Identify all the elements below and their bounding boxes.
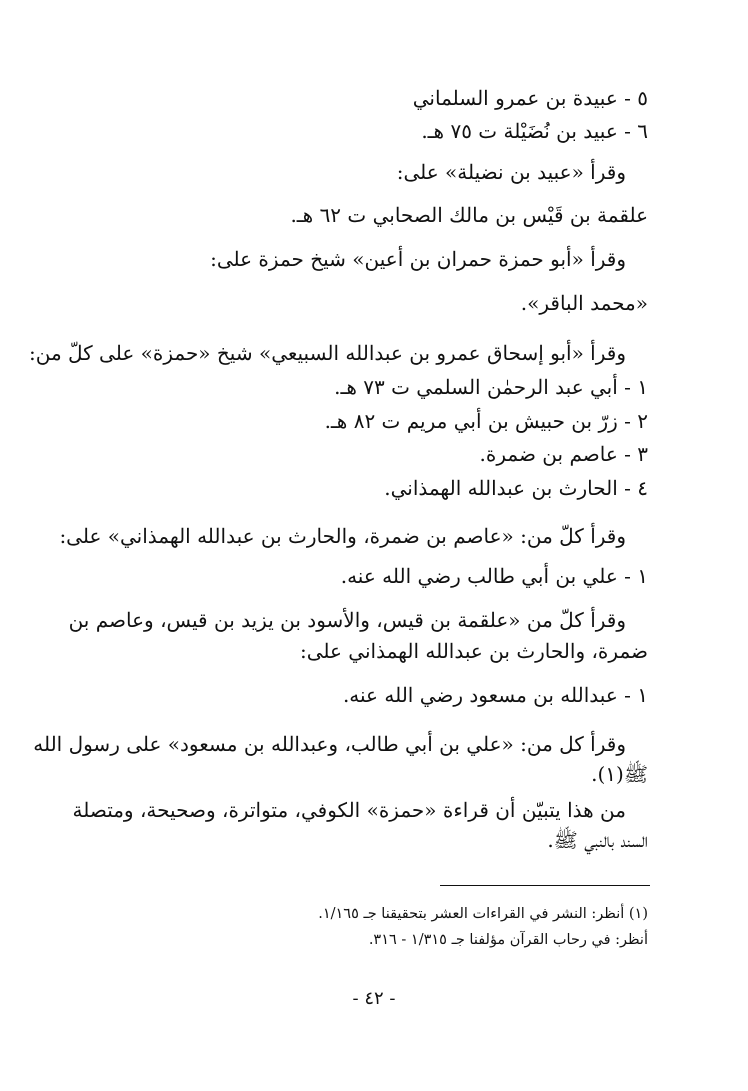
paragraph-line: وقرأ كلّ من: «عاصم بن ضمرة، والحارث بن عبدالله الهمذاني» على: [59, 524, 626, 548]
list-item: ٢ - زرّ بن حبيش بن أبي مريم ت ٨٢ هـ. [324, 409, 648, 433]
footnote: أنظر: في رحاب القرآن مؤلفنا جـ ١/٣١٥ - ٣١٦. [368, 932, 648, 948]
list-item: ١ - عبدالله بن مسعود رضي الله عنه. [342, 683, 648, 707]
paragraph-line: وقرأ «أبو إسحاق عمرو بن عبدالله السبيعي» شيخ «حمزة» على كلّ من: [28, 341, 626, 365]
paragraph-line: وقرأ كلّ من «علقمة بن قيس، والأسود بن يزيد بن قيس، وعاصم بن [68, 608, 626, 632]
paragraph-line: وقرأ «عبيد بن نضيلة» على: [396, 160, 626, 184]
paragraph-line: ﷺ(١). [591, 762, 648, 786]
paragraph-line: ضمرة، والحارث بن عبدالله الهمذاني على: [299, 639, 648, 663]
paragraph-line: وقرأ «أبو حمزة حمران بن أعين» شيخ حمزة على: [210, 247, 626, 271]
list-item: ١ - أبي عبد الرحمٰن السلمي ت ٧٣ هـ. [334, 375, 648, 399]
footnote: (١) أنظر: النشر في القراءات العشر بتحقيقنا جـ ١/١٦٥. [318, 906, 648, 922]
paragraph-line: «محمد الباقر». [520, 291, 648, 315]
page-number: - ٤٢ - [352, 988, 396, 1009]
list-item: ٤ - الحارث بن عبدالله الهمذاني. [384, 476, 648, 500]
list-item: ٦ - عبيد بن نُضَيْلة ت ٧٥ هـ. [421, 119, 648, 143]
list-item: ٣ - عاصم بن ضمرة. [479, 442, 648, 466]
footnote-divider [440, 885, 650, 886]
paragraph-line: السند بالنبي ﷺ. [547, 828, 648, 852]
list-item: ١ - علي بن أبي طالب رضي الله عنه. [340, 564, 648, 588]
paragraph-line: علقمة بن قَيْس بن مالك الصحابي ت ٦٢ هـ. [290, 203, 648, 227]
paragraph-line: وقرأ كل من: «علي بن أبي طالب، وعبدالله بن مسعود» على رسول الله [33, 732, 626, 756]
paragraph-line: من هذا يتبيّن أن قراءة «حمزة» الكوفي، متواترة، وصحيحة، ومتصلة [72, 798, 626, 822]
list-item: ٥ - عبيدة بن عمرو السلماني [412, 86, 648, 110]
